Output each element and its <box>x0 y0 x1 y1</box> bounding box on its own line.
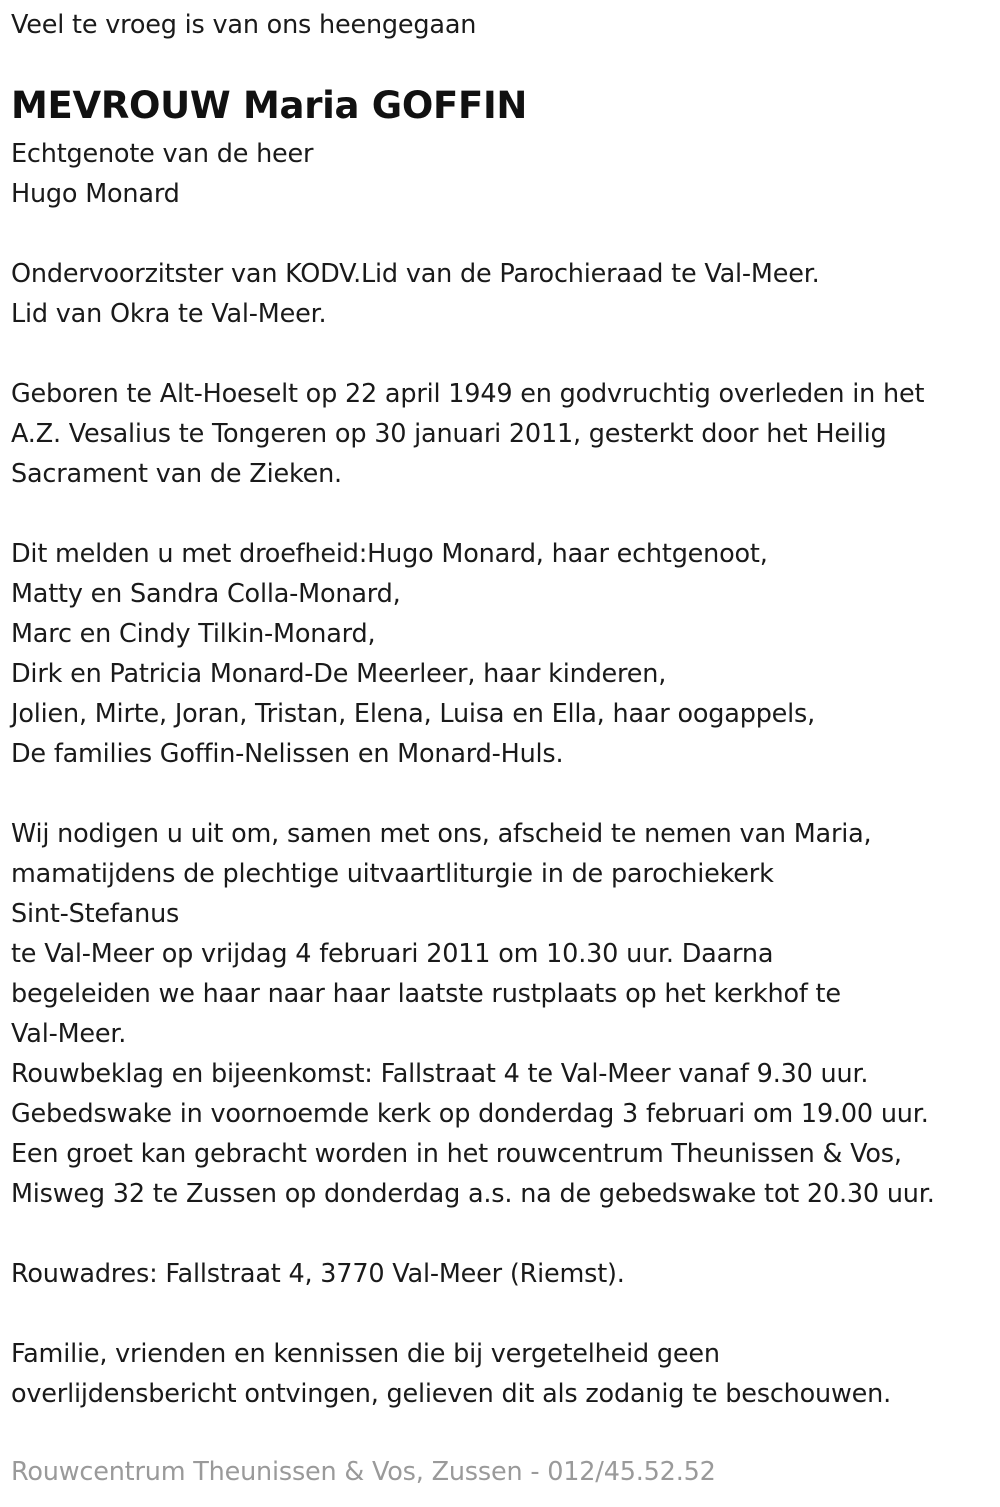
spouse-block <box>11 134 313 214</box>
spouse-line: Echtgenote van de heer <box>11 139 314 169</box>
address-line: Rouwadres: Fallstraat 4, 3770 Val-Meer (Riemst). <box>11 1259 625 1289</box>
roles-line: Lid van Okra te Val-Meer. <box>11 299 327 329</box>
roles-line: Ondervoorzitster van KODV.Lid van de Parochieraad te Val-Meer. <box>11 259 820 289</box>
birth-death-block <box>11 374 924 494</box>
funeral-line: begeleiden we haar naar haar laatste rustplaats op het kerkhof te <box>11 979 841 1009</box>
roles-block <box>11 254 820 334</box>
funeral-line: Een groet kan gebracht worden in het rouwcentrum Theunissen & Vos, <box>11 1139 902 1169</box>
funeral-line: te Val-Meer op vrijdag 4 februari 2011 om 10.30 uur. Daarna <box>11 939 774 969</box>
funeral-block <box>11 814 935 1214</box>
closing-line: overlijdensbericht ontvingen, gelieven dit als zodanig te beschouwen. <box>11 1379 892 1409</box>
funeral-line: Misweg 32 te Zussen op donderdag a.s. na de gebedswake tot 20.30 uur. <box>11 1179 935 1209</box>
deceased-name: MEVROUW Maria GOFFIN <box>11 84 528 127</box>
family-line: De families Goffin-Nelissen en Monard-Huls. <box>11 739 564 769</box>
intro-text: Veel te vroeg is van ons heengegaan <box>11 10 477 40</box>
family-line: Marc en Cindy Tilkin-Monard, <box>11 619 376 649</box>
spouse-line: Hugo Monard <box>11 179 180 209</box>
family-line: Dit melden u met droefheid:Hugo Monard, haar echtgenoot, <box>11 539 768 569</box>
funeral-home-footer: Rouwcentrum Theunissen & Vos, Zussen - 012/45.52.52 <box>11 1457 716 1487</box>
family-line: Dirk en Patricia Monard-De Meerleer, haar kinderen, <box>11 659 667 689</box>
birth-death-line: A.Z. Vesalius te Tongeren op 30 januari 2011, gesterkt door het Heilig <box>11 419 887 449</box>
family-line: Matty en Sandra Colla-Monard, <box>11 579 401 609</box>
funeral-line: Wij nodigen u uit om, samen met ons, afscheid te nemen van Maria, <box>11 819 872 849</box>
birth-death-line: Sacrament van de Zieken. <box>11 459 342 489</box>
closing-block <box>11 1334 891 1414</box>
birth-death-line: Geboren te Alt-Hoeselt op 22 april 1949 en godvruchtig overleden in het <box>11 379 925 409</box>
funeral-line: Val-Meer. <box>11 1019 127 1049</box>
family-line: Jolien, Mirte, Joran, Tristan, Elena, Luisa en Ella, haar oogappels, <box>11 699 816 729</box>
funeral-line: Gebedswake in voornoemde kerk op donderdag 3 februari om 19.00 uur. <box>11 1099 929 1129</box>
closing-line: Familie, vrienden en kennissen die bij vergetelheid geen <box>11 1339 720 1369</box>
family-block <box>11 534 815 774</box>
address-block <box>11 1254 625 1294</box>
funeral-line: Rouwbeklag en bijeenkomst: Fallstraat 4 te Val-Meer vanaf 9.30 uur. <box>11 1059 869 1089</box>
funeral-line: mamatijdens de plechtige uitvaartliturgie in de parochiekerk <box>11 859 774 889</box>
funeral-line: Sint-Stefanus <box>11 899 180 929</box>
